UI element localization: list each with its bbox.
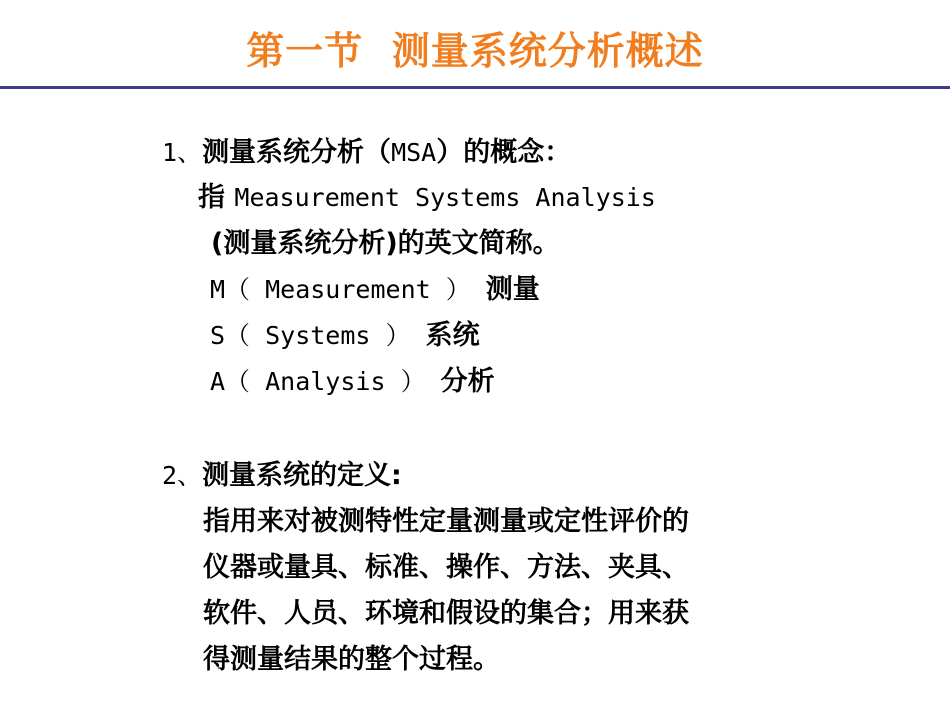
section2-heading — [162, 456, 402, 496]
term-analysis — [210, 362, 495, 402]
term-systems — [210, 316, 480, 356]
section1-number: 1、 — [162, 138, 203, 167]
section1-line1-zh: 指 — [198, 182, 235, 213]
term-measurement-zh: 测量 — [485, 274, 540, 305]
section1-line1 — [198, 178, 656, 218]
term-analysis-en: A（ Analysis ） — [210, 367, 441, 396]
section1-line2: (测量系统分析)的英文简称。 — [211, 228, 560, 259]
section1-heading-a: 测量系统分析（ — [202, 137, 392, 168]
section1-line1-en: Measurement Systems Analysis — [234, 183, 656, 212]
section2-body-line-2: 仪器或量具、标准、操作、方法、夹具、 — [203, 552, 689, 583]
section1-heading-b: ）的概念： — [436, 137, 572, 168]
section1-heading-abbr: MSA — [391, 138, 437, 167]
section2-number: 2、 — [162, 461, 203, 490]
term-systems-en: S（ Systems ） — [210, 321, 426, 350]
slide-title: 第一节 测量系统分析概述 — [246, 29, 704, 73]
section2-body-line-3: 软件、人员、环境和假设的集合；用来获 — [203, 598, 689, 629]
section2-heading-text: 测量系统的定义: — [202, 460, 402, 491]
term-measurement-en: M（ Measurement ） — [210, 275, 486, 304]
section1-heading — [162, 133, 571, 173]
term-analysis-zh: 分析 — [440, 366, 495, 397]
section2-body-line-1: 指用来对被测特性定量测量或定性评价的 — [203, 506, 689, 537]
term-measurement — [210, 270, 540, 310]
term-systems-zh: 系统 — [425, 320, 480, 351]
title-divider — [0, 86, 950, 89]
section2-body-line-4: 得测量结果的整个过程。 — [203, 644, 500, 675]
